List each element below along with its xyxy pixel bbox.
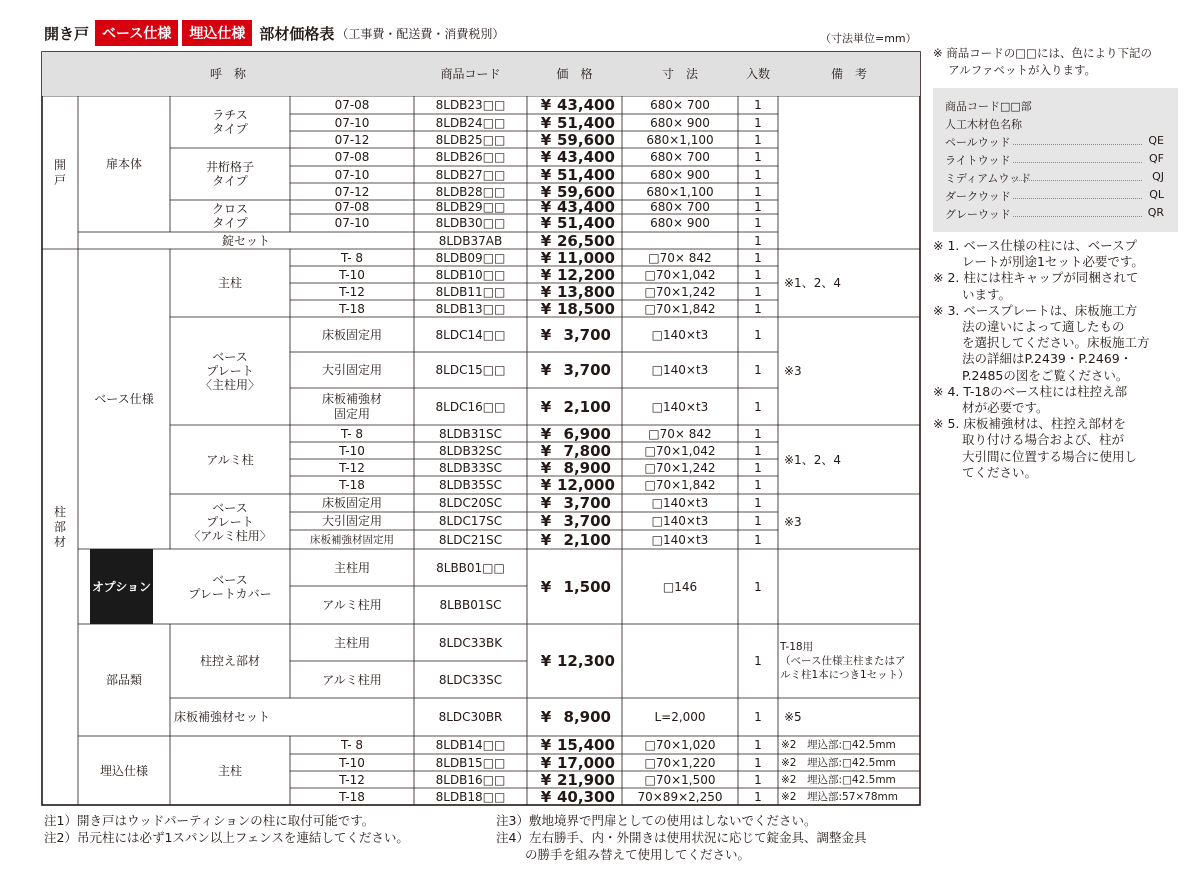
- yen-sign: ¥: [540, 248, 552, 267]
- yen-sign: ¥: [540, 165, 552, 184]
- row-code: 8LDC14□□: [435, 327, 506, 342]
- row-price: [527, 300, 622, 317]
- remark-bp: ※3: [784, 364, 802, 378]
- row-code: 8LDB13□□: [435, 301, 506, 316]
- color-code: QF: [1149, 152, 1164, 165]
- row-qty: 1: [754, 115, 762, 130]
- row-price: [527, 771, 622, 788]
- row-spec: 大引固定用: [321, 514, 382, 528]
- row-spec: T-18: [339, 478, 365, 492]
- side-note-line: 材が必要です。: [933, 400, 1049, 415]
- side-note-line: レートが別途1セット必要です。: [933, 254, 1144, 270]
- sub-main2: 主柱: [217, 763, 242, 778]
- group-embed: 埋込仕様: [99, 763, 148, 778]
- row-size: □140×t3: [651, 327, 709, 342]
- group-option: オプション: [90, 549, 153, 624]
- row-qty: 1: [754, 514, 762, 528]
- row-code: 8LDB33SC: [438, 460, 503, 475]
- side-note-line: ※ 2. 柱には柱キャップが同梱されて: [933, 270, 1139, 286]
- row-price: [527, 166, 622, 183]
- leader-dots: [1013, 180, 1142, 181]
- row-size: □70×1,220: [644, 755, 716, 770]
- price-value: 40,300: [557, 787, 615, 806]
- color-box-head1: 商品コード□□部: [945, 100, 1032, 113]
- row-qty: 1: [754, 772, 762, 787]
- row-spec: アルミ柱用: [322, 672, 382, 687]
- price-value: 8,900: [563, 458, 611, 477]
- side-note-line: います。: [933, 286, 1011, 302]
- yen-sign: ¥: [540, 577, 552, 596]
- row-price: [527, 283, 622, 300]
- color-name: ダークウッド: [945, 190, 1011, 203]
- row-price: [527, 114, 622, 131]
- row-size: □70× 842: [648, 250, 712, 265]
- price-value: 3,700: [563, 325, 611, 344]
- row-size: 680× 700: [650, 98, 710, 112]
- row-spec: 床板固定用: [321, 327, 382, 342]
- price-value: 7,800: [563, 441, 611, 460]
- footnote-4a: 注4）左右勝手、内・外開きは使用状況に応じて錠金具、調整金具: [496, 830, 867, 845]
- row-qty: 1: [754, 150, 762, 164]
- row-size: □70× 842: [648, 426, 712, 441]
- sub-floor-set: 床板補強材セット: [174, 710, 271, 724]
- row-price: [527, 214, 622, 232]
- row-code: 8LDC16□□: [435, 399, 506, 414]
- col-remarks: 備 考: [778, 52, 920, 96]
- row-price: [527, 148, 622, 166]
- group-door: 開 戸: [53, 157, 66, 187]
- row-code: 8LDB09□□: [435, 250, 506, 265]
- yen-sign: ¥: [540, 361, 552, 379]
- row-code: 8LDB26□□: [435, 150, 506, 164]
- row-spec: 主柱用: [333, 635, 370, 650]
- sub-bp-cover: ベース プレートカバー: [188, 572, 272, 601]
- row-remark: ※2 埋込部:□42.5mm: [781, 739, 896, 751]
- row-remark: ※2 埋込部:□42.5mm: [781, 756, 896, 769]
- row-qty: 1: [754, 478, 762, 492]
- row-qty: 1: [754, 216, 762, 230]
- yen-sign: ¥: [540, 494, 552, 512]
- row-size: □140×t3: [651, 496, 709, 510]
- color-code-box: [933, 88, 1178, 232]
- row-qty: 1: [754, 399, 762, 414]
- row-price: [527, 96, 622, 114]
- row-size: □70×1,842: [644, 301, 716, 316]
- row-size: 680× 900: [650, 167, 710, 182]
- header-note: （工事費・配送費・消費税別）: [336, 26, 505, 41]
- yen-sign: ¥: [540, 198, 552, 216]
- row-code: 8LDC33SC: [438, 672, 503, 687]
- row-spec: T-12: [339, 284, 365, 299]
- row-code: 8LDC33BK: [438, 635, 503, 650]
- group-pillar: 柱 部 材: [53, 504, 66, 549]
- row-spec: 主柱用: [333, 560, 370, 575]
- row-size: 680×1,100: [646, 132, 714, 147]
- row-size: □140×t3: [651, 514, 709, 528]
- price-value: 2,100: [563, 397, 611, 416]
- price-value: 43,400: [557, 96, 615, 114]
- yen-sign: ¥: [540, 512, 552, 530]
- side-note-line: ※ 3. ベースプレートは、床板施工方: [933, 302, 1138, 318]
- row-spec: T- 8: [340, 250, 363, 265]
- yen-sign: ¥: [540, 476, 552, 494]
- price-value: 21,900: [557, 770, 615, 789]
- sub-bp-alu: ベース プレート 〈アルミ柱用〉: [188, 500, 272, 543]
- row-price: [527, 266, 622, 283]
- price-value: 12,200: [557, 265, 615, 284]
- row-price: [527, 754, 622, 771]
- color-box-head2: 人工木材色名称: [945, 118, 1022, 131]
- row-qty: 1: [754, 233, 762, 248]
- group-parts: 部品類: [105, 673, 142, 687]
- row-code: 8LDC20SC: [438, 496, 503, 510]
- price-value: 59,600: [557, 182, 615, 201]
- row-code: 8LDB15□□: [435, 755, 506, 770]
- row-price: [527, 131, 622, 148]
- row-spec: T- 8: [340, 738, 363, 752]
- price-value: 12,300: [557, 652, 615, 670]
- row-spec: T-10: [339, 267, 365, 282]
- remark-bp-alu: ※3: [784, 514, 802, 529]
- row-size: □70×1,020: [644, 738, 716, 752]
- row-code: 8LDB25□□: [435, 132, 506, 147]
- yen-sign: ¥: [540, 770, 552, 789]
- row-code: 8LDB10□□: [435, 267, 506, 282]
- row-code: 8LDB31SC: [438, 426, 503, 441]
- sub-lock: 錠セット: [221, 233, 270, 248]
- row-code: 8LDB32SC: [438, 443, 503, 458]
- col-qty: 入数: [738, 52, 778, 96]
- group-base: ベース仕様: [94, 392, 154, 406]
- row-spec: 床板補強材固定用: [310, 533, 394, 546]
- row-size: □70×1,842: [644, 478, 716, 492]
- yen-sign: ¥: [540, 231, 552, 250]
- price-value: 3,700: [563, 361, 611, 379]
- side-note-line: てください。: [933, 464, 1037, 480]
- side-note-line: P.2485の図をご覧ください。: [933, 367, 1129, 383]
- unit-note: （寸法単位=mm）: [820, 32, 917, 45]
- price-value: 43,400: [557, 198, 615, 216]
- row-price: [527, 317, 622, 352]
- row-code: 8LDB14□□: [435, 738, 506, 752]
- price-value: 26,500: [557, 231, 615, 250]
- remark-main: ※1、2、4: [784, 276, 841, 290]
- side-note-line: を選択してください。床板施工方: [933, 335, 1150, 351]
- row-price: [527, 249, 622, 266]
- row-size: 70×89×2,250: [637, 789, 723, 804]
- yen-sign: ¥: [540, 458, 552, 477]
- row-spec: 大引固定用: [321, 363, 382, 377]
- row-spec: T-18: [339, 789, 365, 804]
- yen-sign: ¥: [540, 441, 552, 460]
- sub-lattice: ラチス タイプ: [212, 108, 248, 136]
- row-code: 8LDC21SC: [438, 532, 503, 547]
- row-price: [527, 200, 622, 214]
- side-note-line: 取り付ける場合および、柱が: [933, 432, 1124, 448]
- price-value: 2,100: [563, 530, 611, 549]
- row-qty: 1: [754, 443, 762, 458]
- yen-sign: ¥: [540, 113, 552, 132]
- price-value: 51,400: [557, 214, 615, 232]
- row-price: [527, 459, 622, 476]
- row-size: □70×1,042: [644, 267, 716, 282]
- footnote-2: 注2）吊元柱には必ず1スパン以上フェンスを連結してください。: [44, 830, 409, 845]
- footnote-3: 注3）敷地境界で門扉としての使用はしないでください。: [496, 813, 817, 828]
- row-price: [527, 512, 622, 530]
- col-price: 価 格: [527, 52, 622, 96]
- row-code: 8LDB18□□: [435, 789, 506, 804]
- row-size: □70×1,242: [644, 460, 716, 475]
- side-note-line: ※ 1. ベース仕様の柱には、ベースプ: [933, 238, 1138, 253]
- yen-sign: ¥: [540, 325, 552, 344]
- price-value: 13,800: [557, 282, 615, 301]
- price-value: 15,400: [557, 736, 615, 754]
- sub-bp-main: ベース プレート 〈主柱用〉: [199, 350, 260, 392]
- row-code: 8LDB27□□: [435, 167, 506, 182]
- price-value: 3,700: [563, 494, 611, 512]
- leader-dots: [1013, 198, 1142, 199]
- row-price: [527, 232, 622, 249]
- row-spec: T-12: [339, 772, 365, 787]
- row-price: [527, 388, 622, 425]
- row-code: 8LDC30BR: [438, 710, 503, 724]
- price-value: 6,900: [563, 424, 611, 443]
- color-name: ペールウッド: [945, 136, 1011, 149]
- yen-sign: ¥: [540, 130, 552, 149]
- row-qty: 1: [754, 132, 762, 147]
- row-spec: 床板補強材 固定用: [321, 391, 382, 421]
- row-spec: T-10: [339, 443, 365, 458]
- row-price: [527, 425, 622, 442]
- side-note-line: ※ 5. 床板補強材は、柱控え部材を: [933, 416, 1126, 432]
- yen-sign: ¥: [540, 148, 552, 166]
- color-name: グレーウッド: [945, 208, 1011, 221]
- row-price: [527, 530, 622, 549]
- row-code: 8LDB23□□: [435, 98, 506, 112]
- price-brace: [527, 624, 622, 698]
- row-code: 8LDB24□□: [435, 115, 506, 130]
- color-intro-1: ※ 商品コードの□□には、色により下記の: [933, 46, 1153, 60]
- sub-brace: 柱控え部材: [199, 654, 260, 668]
- row-qty: 1: [754, 426, 762, 441]
- color-code: QR: [1147, 206, 1164, 219]
- row-price: [527, 788, 622, 805]
- price-value: 43,400: [557, 148, 615, 166]
- yen-sign: ¥: [540, 787, 552, 806]
- color-code: QL: [1149, 188, 1164, 201]
- price-value: 11,000: [557, 248, 615, 267]
- qty-brace: 1: [754, 654, 762, 668]
- row-code: 8LDB37AB: [438, 233, 503, 248]
- row-qty: 1: [754, 327, 762, 342]
- yen-sign: ¥: [540, 424, 552, 443]
- row-remark: ※2 埋込部:57×78mm: [781, 790, 898, 803]
- remark-brace: T-18用 （ベース仕様主柱またはア ルミ柱1本につき1セット）: [780, 641, 909, 681]
- price-cover: [527, 549, 622, 624]
- row-size: □140×t3: [651, 532, 709, 547]
- price-value: 12,000: [557, 476, 615, 494]
- row-size: 680× 900: [650, 115, 710, 130]
- sub-alu: アルミ柱: [206, 452, 254, 467]
- col-code: 商品コード: [414, 52, 527, 96]
- color-code: QJ: [1152, 170, 1164, 183]
- row-spec: アルミ柱用: [322, 598, 382, 612]
- row-qty: 1: [754, 200, 762, 214]
- row-spec: T-18: [339, 301, 365, 316]
- tag-base-spec: ベース仕様: [95, 20, 178, 46]
- tag-embed-spec: 埋込仕様: [182, 20, 252, 46]
- yen-sign: ¥: [540, 753, 552, 772]
- row-size: □140×t3: [651, 399, 709, 414]
- col-name: 呼 称: [42, 52, 414, 96]
- row-code: 8LDC15□□: [435, 363, 506, 377]
- yen-sign: ¥: [540, 214, 552, 232]
- color-intro-2: アルファベットが入ります。: [933, 63, 1097, 77]
- row-spec: 07-12: [334, 184, 370, 199]
- side-note-line: ※ 4. T-18のベース柱には柱控え部: [933, 383, 1128, 399]
- row-spec: 床板固定用: [321, 496, 382, 510]
- row-code: 8LDC17SC: [438, 514, 503, 528]
- yen-sign: ¥: [540, 530, 552, 549]
- leader-dots: [1013, 162, 1142, 163]
- price-value: 18,500: [557, 299, 615, 318]
- row-price: [527, 352, 622, 388]
- row-size: 680× 700: [650, 150, 710, 164]
- color-name: ミディアムウッド: [945, 172, 1032, 185]
- row-spec: 07-10: [334, 167, 370, 182]
- yen-sign: ¥: [540, 265, 552, 284]
- row-code: 8LDB29□□: [435, 200, 506, 214]
- row-price: [527, 476, 622, 494]
- row-spec: T- 8: [340, 426, 363, 441]
- side-note-line: 法の違いによって適したもの: [933, 319, 1125, 334]
- footnote-4b: の勝手を組み替えて使用してください。: [496, 847, 750, 862]
- row-qty: 1: [754, 460, 762, 475]
- row-qty: 1: [754, 98, 762, 112]
- price-value: 3,700: [563, 512, 611, 530]
- yen-sign: ¥: [540, 397, 552, 416]
- price-value: 1,500: [563, 577, 611, 596]
- row-size: 680× 900: [650, 216, 710, 230]
- row-qty: 1: [754, 167, 762, 182]
- row-qty: 1: [754, 301, 762, 316]
- yen-sign: ¥: [540, 299, 552, 318]
- row-remark: ※2 埋込部:□42.5mm: [781, 773, 896, 786]
- row-qty: 1: [754, 738, 762, 752]
- yen-sign: ¥: [540, 182, 552, 201]
- sub-igeta: 井桁格子 タイプ: [205, 160, 254, 188]
- row-size: □70×1,500: [644, 772, 716, 787]
- row-size: [622, 232, 738, 249]
- row-spec: 07-08: [334, 98, 370, 112]
- price-value: 51,400: [557, 165, 615, 184]
- color-name: ライトウッド: [945, 154, 1011, 167]
- row-qty: 1: [754, 363, 762, 377]
- row-qty: 1: [754, 710, 762, 724]
- row-remark: ※5: [784, 710, 802, 724]
- leader-dots: [1013, 216, 1142, 217]
- remark-alu: ※1、2、4: [784, 452, 841, 467]
- sub-cross: クロス タイプ: [211, 202, 248, 230]
- row-price: [527, 698, 622, 736]
- price-value: 8,900: [563, 708, 611, 726]
- row-spec: T-10: [339, 755, 365, 770]
- row-qty: 1: [754, 755, 762, 770]
- row-qty: 1: [754, 184, 762, 199]
- row-code: 8LBB01SC: [439, 598, 502, 612]
- row-code: 8LDB11□□: [435, 284, 506, 299]
- sub-main-pillar: 主柱: [217, 276, 242, 290]
- row-qty: 1: [754, 789, 762, 804]
- row-qty: 1: [754, 496, 762, 510]
- price-value: 17,000: [557, 753, 615, 772]
- row-code: 8LDB30□□: [435, 216, 506, 230]
- row-spec: 07-08: [334, 150, 370, 164]
- row-price: [527, 494, 622, 512]
- row-qty: 1: [754, 267, 762, 282]
- footnote-1: 注1）開き戸はウッドパーティションの柱に取付可能です。: [44, 813, 375, 828]
- qty-cover: 1: [754, 579, 762, 594]
- row-spec: 07-10: [334, 115, 370, 130]
- row-spec: 07-08: [334, 200, 370, 214]
- size-cover: □146: [662, 579, 698, 594]
- row-size: L=2,000: [654, 710, 706, 724]
- row-qty: 1: [754, 250, 762, 265]
- page-title: 部材価格表: [259, 24, 335, 43]
- color-code: QE: [1148, 134, 1164, 147]
- group-door-body: 扉本体: [105, 157, 142, 171]
- yen-sign: ¥: [540, 282, 552, 301]
- header-door: 開き戸: [44, 24, 90, 43]
- row-qty: 1: [754, 284, 762, 299]
- row-size: □140×t3: [651, 363, 709, 377]
- col-size: 寸 法: [622, 52, 738, 96]
- row-code: 8LDB28□□: [435, 184, 506, 199]
- yen-sign: ¥: [540, 736, 552, 754]
- row-price: [527, 442, 622, 459]
- row-size: □70×1,242: [644, 284, 716, 299]
- price-value: 51,400: [557, 113, 615, 132]
- yen-sign: ¥: [540, 652, 552, 670]
- yen-sign: ¥: [540, 708, 552, 726]
- row-spec: T-12: [339, 460, 365, 475]
- row-price: [527, 736, 622, 754]
- row-spec: 07-10: [334, 216, 370, 230]
- yen-sign: ¥: [540, 96, 552, 114]
- row-code: 8LBB01□□: [436, 560, 505, 575]
- row-code: 8LDB35SC: [438, 478, 503, 492]
- side-note-line: 大引間に位置する場合に使用し: [933, 448, 1137, 464]
- row-code: 8LDB16□□: [435, 772, 506, 787]
- row-spec: 07-12: [334, 132, 370, 147]
- price-value: 59,600: [557, 130, 615, 149]
- row-size: 680× 700: [650, 200, 710, 214]
- side-note-line: 法の詳細はP.2439・P.2469・: [933, 351, 1133, 367]
- row-size: 680×1,100: [646, 184, 714, 199]
- row-qty: 1: [754, 532, 762, 547]
- leader-dots: [1013, 144, 1142, 145]
- row-size: □70×1,042: [644, 443, 716, 458]
